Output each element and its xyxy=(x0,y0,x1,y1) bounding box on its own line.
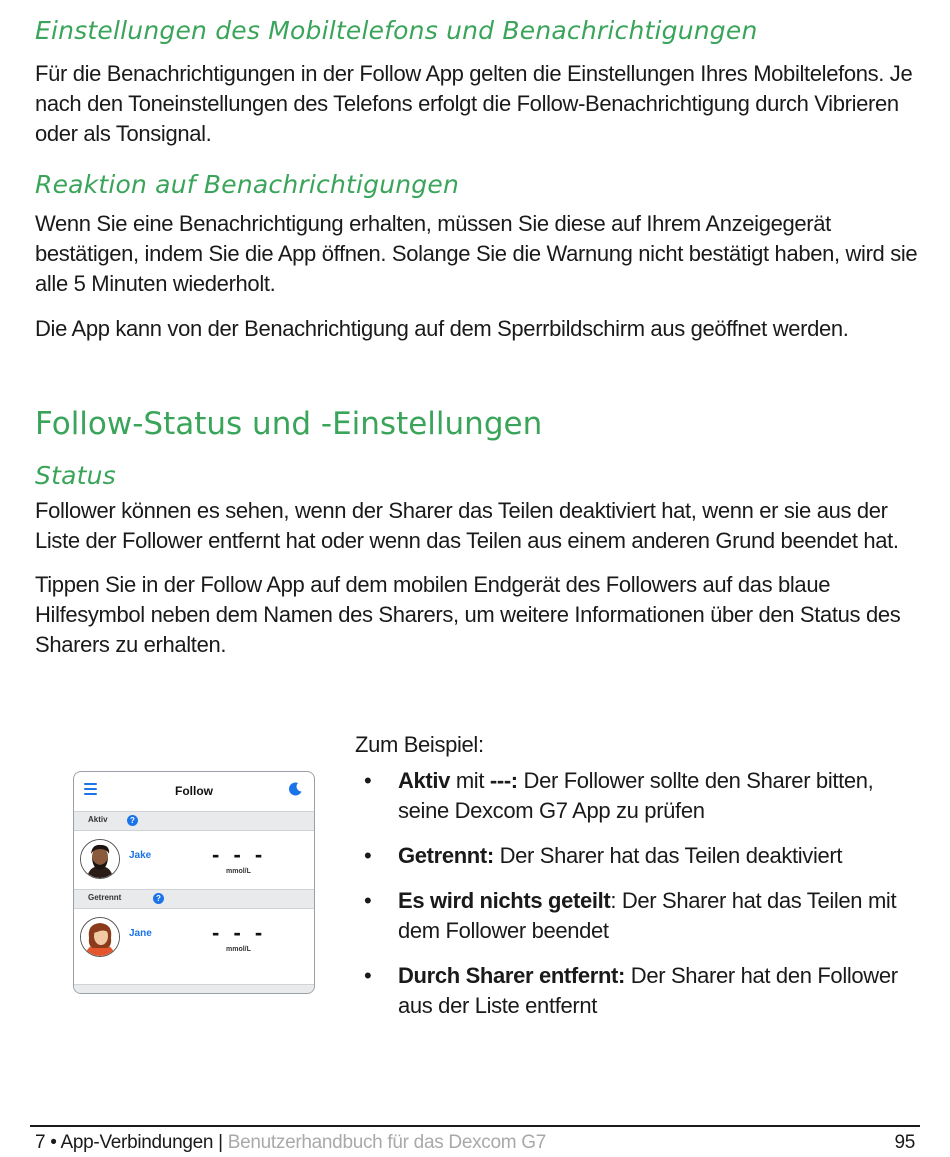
section-disconnected xyxy=(74,889,314,909)
section-active-label: Aktiv xyxy=(88,815,108,824)
sharer-name-jane: Jane xyxy=(129,928,152,939)
main-heading: Follow-Status und -Einstellungen xyxy=(35,406,543,442)
section-reaction xyxy=(35,170,930,344)
reaction-heading: Reaktion auf Benachrichtigungen xyxy=(35,170,459,199)
app-title: Follow xyxy=(175,784,213,798)
sharer-row-jake[interactable] xyxy=(74,831,314,889)
footer-chapter: 7 • App-Verbindungen | xyxy=(35,1132,228,1153)
app-header xyxy=(74,772,314,811)
section-active xyxy=(74,811,314,831)
status-paragraph-1: Follower können es sehen, wenn der Sharer das Teilen deaktiviert hat, wenn er sie aus der Liste der Follower entfernt hat oder wenn das Teilen aus einem anderen Grund beendet hat. xyxy=(35,498,899,553)
help-icon[interactable]: ? xyxy=(127,815,138,826)
status-list xyxy=(361,766,921,1036)
reaction-paragraph-2: Die App kann von der Benachrichtigung auf dem Sperrbildschirm aus geöffnet werden. xyxy=(35,316,849,341)
list-item: • Aktiv mit ---: Der Follower sollte den Sharer bitten, seine Dexcom G7 App zu prüfen xyxy=(364,768,874,823)
list-item: • Getrennt: Der Sharer hat das Teilen deaktiviert xyxy=(364,843,843,868)
footer-divider xyxy=(30,1125,920,1127)
glucose-unit-jane: mmol/L xyxy=(226,946,251,953)
help-icon[interactable]: ? xyxy=(153,893,164,904)
glucose-value-jane: - - - xyxy=(212,920,267,945)
page-number: 95 xyxy=(894,1132,915,1153)
status-heading: Status xyxy=(35,461,116,490)
section-disconnected-label: Getrennt xyxy=(88,893,122,902)
section-status xyxy=(35,461,930,660)
list-footer-strip xyxy=(74,984,314,994)
list-item: • Es wird nichts geteilt: Der Sharer hat das Teilen mit dem Follower beendet xyxy=(364,888,897,943)
reaction-paragraph-1: Wenn Sie eine Benachrichtigung erhalten, müssen Sie diese auf Ihrem Anzeigegerät bestätigen, indem Sie die App öffnen. Solange Sie die Warnung nicht bestätigt haben, wird sie alle 5 Minuten wiederholt. xyxy=(35,211,918,296)
glucose-unit-jake: mmol/L xyxy=(226,868,251,875)
phone-screenshot xyxy=(73,771,315,994)
example-intro: Zum Beispiel: xyxy=(355,732,484,757)
status-paragraph-2: Tippen Sie in der Follow App auf dem mobilen Endgerät des Followers auf das blaue Hilfesymbol neben dem Namen des Sharers, um weitere Informationen über den Status des Sharers zu erhalten. xyxy=(35,572,901,657)
moon-icon[interactable] xyxy=(287,781,303,797)
avatar-jake xyxy=(80,839,120,879)
avatar-jane xyxy=(80,917,120,957)
footer-manual-title: Benutzerhandbuch für das Dexcom G7 xyxy=(227,1132,546,1153)
page-footer xyxy=(35,1132,915,1154)
settings-heading: Einstellungen des Mobiltelefons und Benachrichtigungen xyxy=(35,16,758,45)
section-settings xyxy=(35,16,930,149)
glucose-value-jake: - - - xyxy=(212,842,267,867)
sharer-row-jane[interactable] xyxy=(74,909,314,967)
settings-paragraph: Für die Benachrichtigungen in der Follow App gelten die Einstellungen Ihres Mobiltelefons. Je nach den Toneinstellungen des Telefons erfolgt die Follow-Benachrichtigung durch Vibrieren oder als Tonsignal. xyxy=(35,61,913,146)
sharer-name-jake: Jake xyxy=(129,850,152,861)
list-item: • Durch Sharer entfernt: Der Sharer hat den Follower aus der Liste entfernt xyxy=(364,963,898,1018)
